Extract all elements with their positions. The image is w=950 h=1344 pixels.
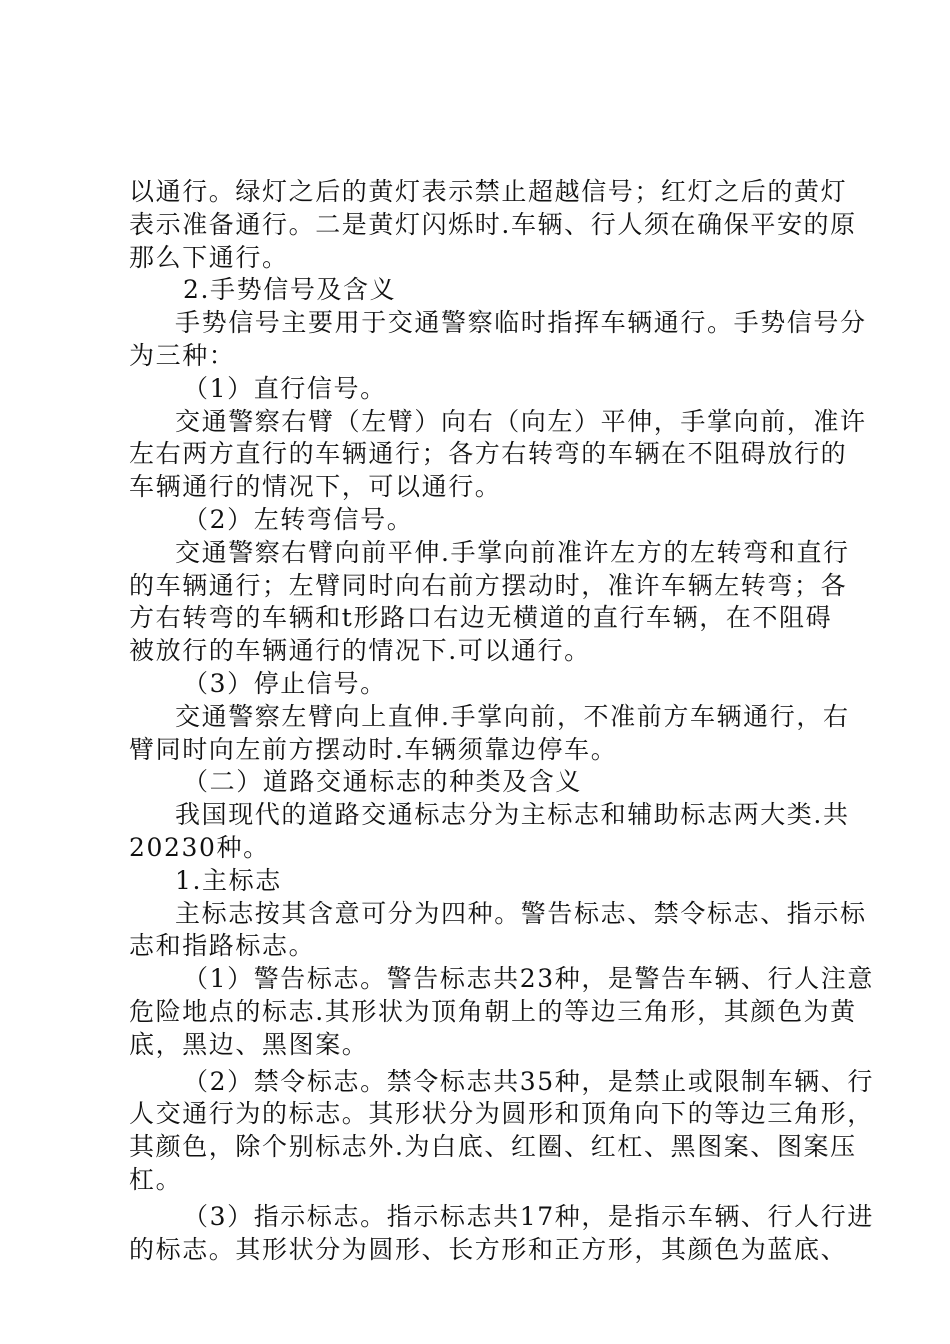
- text-line: 方右转弯的车辆和t形路口右边无横道的直行车辆，在不阻碍: [129, 603, 833, 633]
- text-line: 手势信号主要用于交通警察临时指挥车辆通行。手势信号分: [175, 308, 867, 338]
- sub-heading: （1）直行信号。: [183, 373, 387, 403]
- text-line: 我国现代的道路交通标志分为主标志和辅助标志两大类.共: [175, 800, 850, 830]
- text-line: 被放行的车辆通行的情况下.可以通行。: [129, 636, 591, 666]
- text-line: 20230种。: [129, 832, 270, 862]
- text-line: 以通行。绿灯之后的黄灯表示禁止超越信号；红灯之后的黄灯: [129, 177, 848, 206]
- sub-heading: （3）停止信号。: [183, 668, 387, 698]
- text-line: （3）指示标志。指示标志共17种，是指示车辆、行人行进: [183, 1201, 874, 1231]
- text-line: 臂同时向左前方摆动时.车辆须靠边停车。: [129, 734, 618, 764]
- section-heading: （二）道路交通标志的种类及含义: [183, 767, 583, 797]
- text-line: 主标志按其含意可分为四种。警告标志、禁令标志、指示标: [175, 898, 867, 928]
- text-line: 危险地点的标志.其形状为顶角朝上的等边三角形，其颜色为黄: [129, 996, 857, 1026]
- text-line: 为三种：: [129, 340, 236, 370]
- text-line: 交通警察右臂向前平伸.手掌向前准许左方的左转弯和直行: [175, 537, 850, 567]
- section-heading: 2.手势信号及含义: [183, 275, 397, 305]
- text-line: 车辆通行的情况下，可以通行。: [129, 472, 502, 502]
- text-line: 交通警察左臂向上直伸.手掌向前，不准前方车辆通行，右: [175, 701, 850, 731]
- body-text: [129, 176, 874, 1266]
- text-line: 表示准备通行。二是黄灯闪烁时.车辆、行人须在确保平安的原: [129, 209, 857, 239]
- sub-heading: （2）左转弯信号。: [183, 504, 414, 534]
- text-line: 的标志。其形状分为圆形、长方形和正方形，其颜色为蓝底、: [129, 1234, 848, 1264]
- text-line: 的车辆通行；左臂同时向右前方摆动时，准许车辆左转弯；各: [129, 570, 848, 600]
- text-line: 那么下通行。: [129, 242, 289, 272]
- text-line: 交通警察右臂（左臂）向右（向左）平伸，手掌向前，准许: [175, 406, 867, 436]
- section-heading: 1.主标志: [175, 865, 282, 895]
- text-line: 人交通行为的标志。其形状分为圆形和顶角向下的等边三角形，: [129, 1099, 874, 1129]
- text-line: 志和指路标志。: [129, 931, 316, 961]
- text-line: 左右两方直行的车辆通行；各方右转弯的车辆在不阻碍放行的: [129, 439, 848, 469]
- text-line: 杠。: [129, 1164, 183, 1194]
- text-line: 其颜色，除个别标志外.为白底、红圈、红杠、黑图案、图案压: [129, 1132, 857, 1162]
- text-line: （2）禁令标志。禁令标志共35种，是禁止或限制车辆、行: [183, 1066, 874, 1096]
- text-line: 底，黑边、黑图案。: [129, 1029, 369, 1059]
- text-line: （1）警告标志。警告标志共23种，是警告车辆、行人注意: [183, 964, 874, 994]
